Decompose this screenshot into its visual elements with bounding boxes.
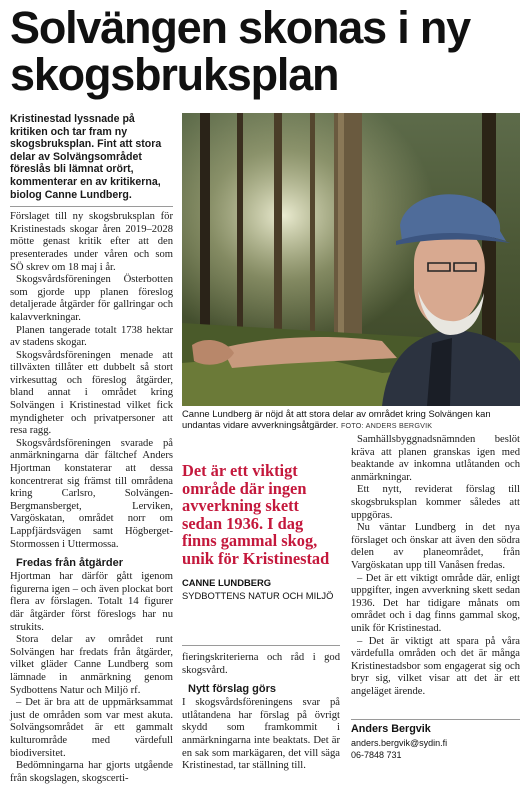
column-1	[10, 113, 173, 785]
pull-quote-org: SYDBOTTENS NATUR OCH MILJÖ	[182, 590, 334, 601]
byline-divider	[351, 719, 520, 720]
paragraph: Nu väntar Lundberg in det nya förslaget och önskar att även den södra delen av planeområdet, från Vargöskatan upp till Vanåsen fredas.	[351, 522, 520, 571]
subhead: Fredas från åtgärder	[16, 557, 123, 570]
paragraph: Skogsvårdsföreningen Österbotten som gjorde upp planen föreslog detaljerade åtgärder för gallringar och kalavverkningar.	[10, 274, 173, 323]
photo-caption	[182, 408, 520, 432]
pull-quote: Det är ett viktigt område där ingen avverkning skett sedan 1936. I dag finns gammal skog, unik för Kristinestad	[182, 461, 330, 568]
byline-name: Anders Bergvik	[351, 723, 431, 735]
paragraph: Hjortman har därför gått igenom figurerna igen – och även plockat bort flera av förslagen. Totalt 14 figurer där åtgärder först föreslogs har nu strukits.	[10, 571, 173, 633]
byline-phone: 06-7848 731	[351, 750, 402, 760]
paragraph: – Det är bra att de uppmärksammat just de områden som var mest akuta. Solvängsområdet är ett gammalt kulturområde med värdefull biodiversitet.	[10, 697, 173, 759]
byline-email: anders.bergvik@sydin.fi	[351, 738, 448, 748]
paragraph: Stora delar av området runt Solvängen har fredats från åtgärder, vilket gläder Canne Lundberg som lämnade in anmärkning genom Sydbottens Natur och Miljö rf.	[10, 634, 173, 696]
lede-divider	[10, 206, 173, 207]
article-photo	[182, 113, 520, 406]
paragraph: I skogsvårdsföreningens svar på utlåtandena har förslag på övrigt skydd som framkommit i anmärkningarna inte beaktats. Det är en sak som markägaren, det vill säga Kristinestad, tar ställning till.	[182, 697, 340, 772]
paragraph: Skogsvårdsföreningen menade att tillväxten tillåter ett dubbelt så stort virkesuttag och föreslog åtgärder, bland annat i området kring Solvängen i Kristinestad vilket fick myndigheter och privatpersoner att resa ragg.	[10, 349, 173, 437]
column-2	[182, 652, 340, 773]
headline: Solvängen skonas i ny skogsbruksplan	[10, 2, 470, 100]
column-3	[351, 434, 520, 698]
lede: Kristinestad lyssnade på kritiken och tar fram ny skogsbruksplan. Fint att stora delar av Solvängsområdet föreslås bli lämnat orört, kommenterar en av kritikerna, biolog Canne Lundberg.	[10, 113, 162, 201]
caption-text: Canne Lundberg är nöjd åt att stora delar av området kring Solvängen kan undantas vidare avverkningsåtgärder.	[182, 408, 491, 431]
photo-credit: FOTO: ANDERS BERGVIK	[340, 421, 433, 431]
paragraph: Ett nytt, reviderat förslag till skogsbruksplan kommer således att uppgöras.	[351, 484, 520, 521]
subhead: Nytt förslag görs	[188, 683, 277, 696]
paragraph: Bedömningarna har gjorts utgående från skogslagen, skogscerti-	[10, 760, 173, 784]
paragraph: Skogsvårdsföreningen svarade på anmärkningarna där fältchef Anders Hjortman konstaterar att dessa koncentrerat sig främst till områdena kring Carlsro, Solvängen-Bergmansberget, Lerviken, Vargöskatan, området norr om Lappfjärdsvägen samt Högberget-Stormossen i Uttermossa.	[10, 437, 173, 550]
paragraph: – Det är viktigt att spara på våra värdefulla områden och det är många Kristinestadsbor som engagerat sig och bryr sig, vilket visar att det är ett angeläget ärende.	[351, 635, 520, 697]
paragraph: Förslaget till ny skogsbruksplan för Kristinestads skogar åren 2019–2028 mötte genast kritik efter att den presenterades under våren och som SÖ skrev om 18 maj i år.	[10, 211, 173, 273]
paragraph: – Det är ett viktigt område där, enligt uppgifter, ingen avverkning skett sedan 1936. Det har tidigare månats om området och i dag finns gammal skog, unik för Kristinestad.	[351, 572, 520, 634]
paragraph: Samhällsbyggnadsnämnden beslöt kräva att planen granskas igen med beaktande av inkomna utlåtanden och anmärkningar.	[351, 434, 520, 483]
paragraph: Planen tangerade totalt 1738 hektar av stadens skogar.	[10, 324, 173, 349]
paragraph: fieringskriterierna och råd i god skogsvård.	[182, 652, 340, 676]
pull-quote-divider	[182, 645, 340, 646]
pull-quote-name: CANNE LUNDBERG	[182, 577, 272, 588]
